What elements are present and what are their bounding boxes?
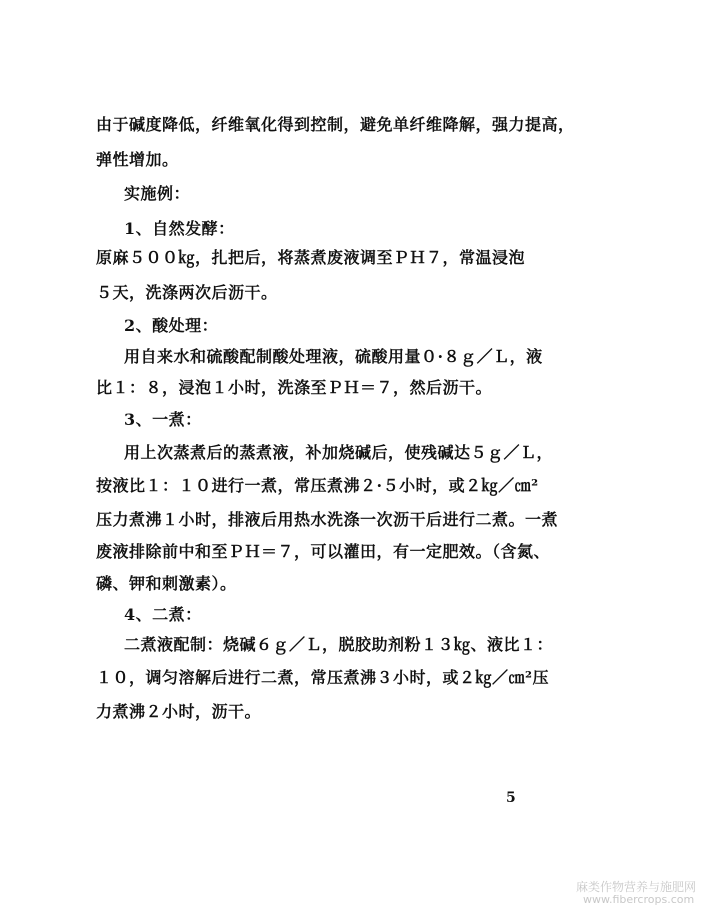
text-line: 按液比１：１０进行一煮，常压煮沸２·５小时，或２㎏／㎝² [96, 476, 539, 495]
text-line: 磷、钾和刺激素）。 [96, 574, 237, 593]
text-line: 用上次蒸煮后的蒸煮液，补加烧碱后，使残碱达５ｇ／Ｌ， [124, 443, 554, 462]
section-heading: 4、二煮： [124, 605, 202, 624]
text-line: 由于碱度降低，纤维氧化得到控制，避免单纤维降解，强力提高， [96, 115, 575, 134]
text-line: 废液排除前中和至ＰＨ＝７，可以灌田，有一定肥效。（含氮、 [96, 542, 551, 561]
text-line: １０，调匀溶解后进行二煮，常压煮沸３小时，或２㎏／㎝²压 [96, 668, 550, 687]
text-line: 用自来水和硫酸配制酸处理液，硫酸用量０·８ｇ／Ｌ，液 [124, 347, 543, 366]
text-line: ５天，洗涤两次后沥干。 [96, 283, 278, 302]
text-line: 原麻５００㎏，扎把后，将蒸煮废液调至ＰＨ７，常温浸泡 [96, 248, 526, 267]
text-line: 二煮液配制：烧碱６ｇ／Ｌ，脱胶助剂粉１３㎏、液比１： [124, 635, 554, 654]
text-line: 力煮沸２小时，沥干。 [96, 702, 262, 721]
watermark-url: www.fibercrops.com [583, 893, 695, 906]
section-heading: 实施例： [124, 184, 191, 203]
section-heading: 2、酸处理： [124, 316, 219, 335]
text-line: 弹性增加。 [96, 150, 179, 169]
section-heading: 1、自然发酵： [124, 219, 235, 238]
section-heading: 3、一煮： [124, 410, 202, 429]
text-line: 比１：８，浸泡１小时，洗涤至ＰＨ＝７，然后沥干。 [96, 378, 493, 397]
watermark-site-name: 麻类作物营养与施肥网 [576, 880, 697, 894]
page-number: 5 [506, 790, 516, 806]
text-line: 压力煮沸１小时，排液后用热水洗涤一次沥干后进行二煮。一煮 [96, 510, 559, 529]
